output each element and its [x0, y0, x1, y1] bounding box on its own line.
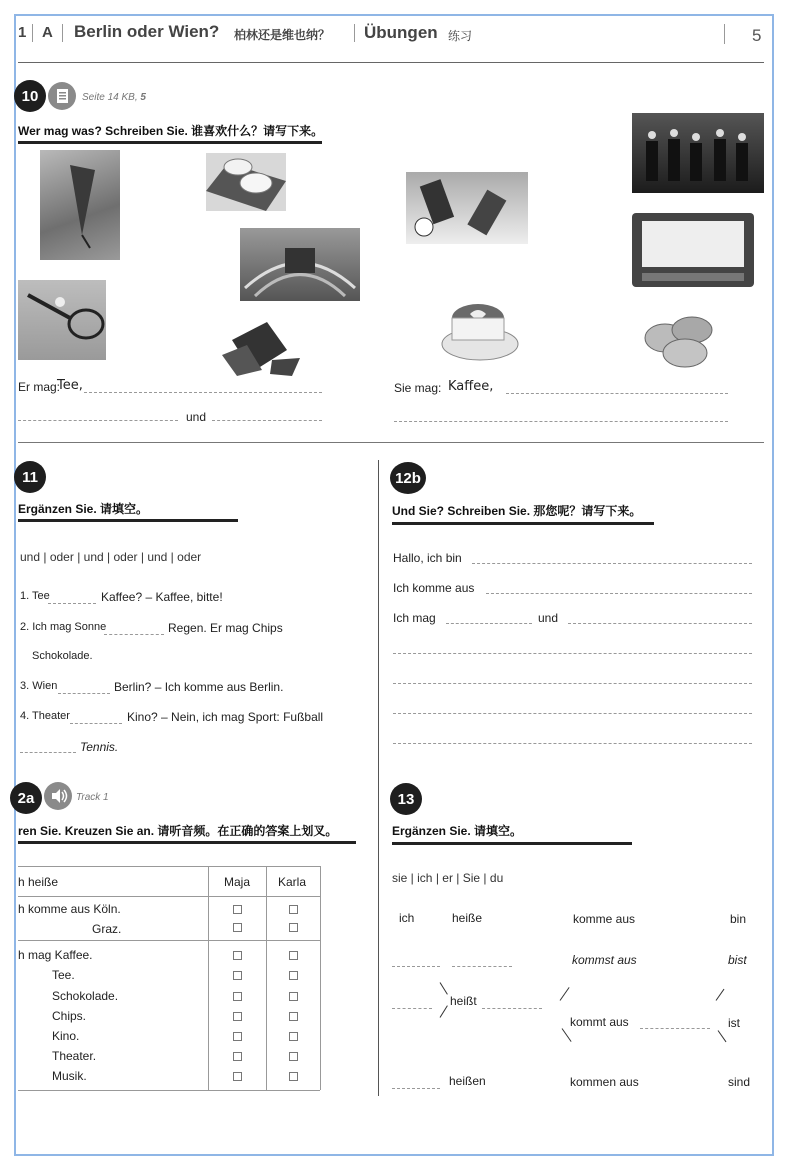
- exercise-title: ren Sie. Kreuzen Sie an. 请听音频。在正确的答案上划叉。: [18, 824, 338, 838]
- item-rest: Regen. Er mag Chips: [168, 621, 283, 635]
- blank-line[interactable]: [392, 966, 440, 967]
- opera-hall-photo: [240, 228, 360, 301]
- chapter-number: 1: [18, 24, 27, 41]
- verb-form: komme aus: [573, 912, 636, 926]
- verb-form: kommt aus: [570, 1015, 629, 1029]
- checkbox-karla[interactable]: [289, 905, 298, 914]
- und-label: und: [186, 410, 207, 424]
- exercise-number-badge: 2a: [10, 782, 42, 814]
- chocolate-photo: [222, 320, 300, 376]
- answer-line[interactable]: [393, 683, 752, 684]
- blank-line[interactable]: [452, 966, 512, 967]
- checkbox-karla[interactable]: [289, 1032, 298, 1041]
- er-mag-example: Tee,: [57, 378, 83, 393]
- blank-line[interactable]: [48, 603, 96, 604]
- answer-line[interactable]: [472, 563, 752, 564]
- exercise-title: Und Sie? Schreiben Sie. 那您呢？请写下来。: [392, 504, 642, 518]
- orchestra-photo: [632, 113, 764, 193]
- checkbox-karla[interactable]: [289, 971, 298, 980]
- answer-line[interactable]: [212, 420, 322, 421]
- answer-line[interactable]: [486, 593, 752, 594]
- item-rest: Tennis.: [80, 740, 119, 754]
- checkbox-maja[interactable]: [233, 1052, 242, 1061]
- table-border: [266, 866, 267, 1090]
- blank-line[interactable]: [58, 693, 110, 694]
- item-rest: Berlin? – Ich komme aus Berlin.: [114, 680, 284, 694]
- table-border: [18, 1090, 320, 1091]
- answer-line[interactable]: [446, 623, 532, 624]
- verb-form: kommen aus: [570, 1075, 639, 1089]
- section-title: Übungen: [364, 23, 438, 42]
- pronoun-options: sie | ich | er | Sie | du: [392, 871, 504, 885]
- er-mag-label: Er mag:: [18, 380, 61, 394]
- item-rest: Kino? – Nein, ich mag Sport: Fußball: [127, 710, 324, 724]
- exercise-title: Wer mag was? Schreiben Sie. 谁喜欢什么？请写下来。: [18, 124, 324, 138]
- tv-photo: [632, 213, 754, 287]
- title-underline: [18, 519, 238, 522]
- table-row: Tee.: [52, 968, 75, 982]
- audio-icon[interactable]: [44, 782, 72, 810]
- checkbox-karla[interactable]: [289, 1072, 298, 1081]
- checkbox-karla[interactable]: [289, 923, 298, 932]
- checkbox-karla[interactable]: [289, 951, 298, 960]
- header-divider: [32, 24, 33, 42]
- tea-cups-photo: [206, 153, 286, 211]
- blank-line[interactable]: [20, 752, 76, 753]
- column-divider: [378, 460, 379, 1096]
- checkbox-maja[interactable]: [233, 1072, 242, 1081]
- answer-line[interactable]: [393, 653, 752, 654]
- windsurfing-photo: [40, 150, 120, 260]
- exercise-title: Ergänzen Sie. 请填空。: [392, 824, 523, 838]
- table-row: h komme aus Köln.: [18, 902, 121, 916]
- tennis-racket-photo: [18, 280, 106, 360]
- table-row: Graz.: [92, 922, 122, 936]
- table-border: [18, 866, 320, 867]
- checkbox-maja[interactable]: [233, 992, 242, 1001]
- table-border: [18, 896, 320, 897]
- checkbox-maja[interactable]: [233, 1012, 242, 1021]
- item-start: 4. Theater: [20, 710, 70, 722]
- column-header-maja: Maja: [224, 875, 251, 889]
- section-divider: [18, 442, 764, 443]
- exercise-number-badge: 13: [390, 783, 422, 815]
- checkbox-karla[interactable]: [289, 1052, 298, 1061]
- chips-photo: [640, 308, 722, 374]
- und-label: und: [538, 611, 559, 625]
- pronoun-ich: ich: [399, 911, 415, 925]
- header-divider: [62, 24, 63, 42]
- coffee-photo: [440, 292, 520, 362]
- verb-form: ist: [728, 1016, 740, 1030]
- column-header-karla: Karla: [278, 875, 307, 889]
- answer-line[interactable]: [18, 420, 178, 421]
- track-label: Track 1: [76, 792, 109, 803]
- verb-form: heißen: [449, 1074, 486, 1088]
- header-divider: [724, 24, 725, 44]
- title-underline: [18, 841, 356, 844]
- exercise-title: Ergänzen Sie. 请填空。: [18, 502, 149, 516]
- table-row: Theater.: [52, 1049, 97, 1063]
- blank-line[interactable]: [104, 634, 164, 635]
- prompt-text: Ich komme aus: [393, 581, 475, 595]
- verb-form: bist: [728, 953, 747, 967]
- title-underline: [392, 842, 632, 845]
- exercise-number-badge: 11: [14, 461, 46, 493]
- chapter-letter: A: [42, 24, 53, 41]
- page-number: 5: [752, 26, 762, 45]
- blank-line[interactable]: [392, 1088, 440, 1089]
- title-underline: [392, 522, 654, 525]
- checkbox-maja[interactable]: [233, 951, 242, 960]
- verb-form: bin: [730, 912, 747, 926]
- item-start: 1. Tee: [20, 590, 50, 602]
- header-divider: [354, 24, 355, 42]
- answer-line[interactable]: [393, 743, 752, 744]
- chapter-title-cn: 柏林还是维也纳？: [234, 28, 331, 42]
- table-row: h mag Kaffee.: [18, 948, 93, 962]
- checkbox-maja[interactable]: [233, 905, 242, 914]
- item-start: 2. Ich mag Sonne: [20, 621, 107, 633]
- checkbox-maja[interactable]: [233, 923, 242, 932]
- word-options: und | oder | und | oder | und | oder: [20, 550, 202, 564]
- blank-line[interactable]: [482, 1008, 542, 1009]
- verb-form: sind: [728, 1075, 751, 1089]
- exercise-number-badge: 12b: [390, 462, 426, 494]
- table-row: Kino.: [52, 1029, 80, 1043]
- verb-form: kommst aus: [572, 953, 637, 967]
- answer-line[interactable]: [393, 713, 752, 714]
- answer-line[interactable]: [84, 392, 322, 393]
- sie-mag-label: Sie mag:: [394, 381, 442, 395]
- verb-form: heiße: [452, 911, 483, 925]
- table-border: [18, 940, 320, 941]
- book-icon: [48, 82, 76, 110]
- verb-form: heißt: [450, 994, 477, 1008]
- item-rest: Kaffee? – Kaffee, bitte!: [101, 590, 223, 604]
- answer-line[interactable]: [568, 623, 752, 624]
- item-start: 3. Wien: [20, 680, 58, 692]
- section-title-cn: 练习: [448, 29, 473, 43]
- checkbox-maja[interactable]: [233, 1032, 242, 1041]
- blank-line[interactable]: [70, 723, 122, 724]
- prompt-text: Ich mag: [393, 611, 436, 625]
- title-underline: [18, 141, 322, 144]
- chapter-title: Berlin oder Wien?: [74, 22, 220, 41]
- checkbox-karla[interactable]: [289, 992, 298, 1001]
- item-start: Schokolade.: [32, 650, 93, 662]
- prompt-text: Hallo, ich bin: [393, 551, 462, 565]
- table-border: [208, 866, 209, 1090]
- exercise-number-badge: 10: [14, 80, 46, 112]
- table-row: Schokolade.: [52, 989, 119, 1003]
- table-row: Chips.: [52, 1009, 87, 1023]
- blank-line[interactable]: [640, 1028, 710, 1029]
- checkbox-karla[interactable]: [289, 1012, 298, 1021]
- checkbox-maja[interactable]: [233, 971, 242, 980]
- table-row-header: h heiße: [18, 875, 59, 889]
- header-rule: [18, 62, 764, 63]
- football-photo: [406, 172, 528, 244]
- page-reference: Seite 14 KB, 5: [82, 92, 146, 103]
- answer-line[interactable]: [506, 393, 728, 394]
- table-border: [320, 866, 321, 1090]
- table-row: Musik.: [52, 1069, 87, 1083]
- sie-mag-example: Kaffee,: [448, 379, 494, 394]
- blank-line[interactable]: [392, 1008, 432, 1009]
- answer-line[interactable]: [394, 421, 728, 422]
